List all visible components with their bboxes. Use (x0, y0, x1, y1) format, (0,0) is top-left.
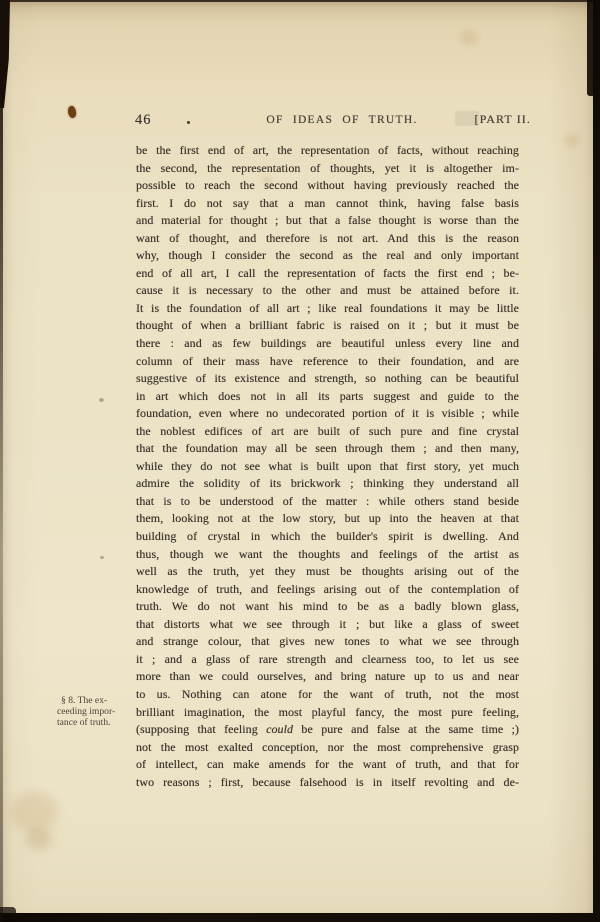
text-line: while they do not see what is built upon that first story, yet much (136, 458, 519, 473)
text-line: of intellect, can make amends for the want of truth, and that for (136, 757, 519, 772)
text-line: and material for thought ; but that a false thought is worse than the (136, 213, 519, 228)
text-line: end of all art, I call the representation of facts the first end ; be- (136, 265, 519, 280)
text-line: to us. Nothing can atone for the want of truth, not the most (136, 686, 519, 701)
show-through-speck (99, 398, 104, 402)
scan-edge-right (593, 0, 600, 922)
foxing-stain-right (564, 134, 579, 147)
scan-edge-bottom (0, 913, 600, 922)
text-line: thought of when a brilliant fabric is raised on it ; but it must be (136, 318, 519, 333)
running-head-title: OF IDEAS OF TRUTH. (266, 114, 418, 126)
text-line: it ; and a glass of rare strength and clearness too, to let us see (136, 651, 519, 666)
text-segment: (supposing that feeling (136, 722, 267, 737)
text-line: two reasons ; first, because falsehood is in itself revolting and de- (136, 774, 519, 789)
text-line: well as the truth, yet they must be thoughts arising out of the (136, 564, 519, 579)
foxing-stain-bottom-left-small (26, 828, 52, 850)
text-line: be the first end of art, the representation of facts, without reaching (136, 143, 519, 157)
text-line: more than we could ourselves, and bring nature up to us and near (136, 669, 519, 684)
text-line: that the foundation may all be seen through them ; and then many, (136, 441, 519, 456)
text-line: and strange colour, that gives new tones to what we see through (136, 634, 519, 649)
italic-word: could (266, 722, 294, 737)
part-label: [PART II. (474, 112, 531, 126)
scan-corner-top-right (587, 0, 595, 96)
foxing-stain-bottom-left (10, 792, 58, 832)
scan-edge-left-top (0, 0, 10, 108)
text-line: thus, though we want the thoughts and feelings of the artist as (136, 546, 519, 561)
text-line: cause it is necessary to the other and must be attained before it. (136, 283, 519, 298)
text-line: knowledge of truth, and feelings arising out of the contemplation of (136, 581, 519, 596)
text-segment: be pure and false at the same time ;) (293, 722, 519, 737)
text-line: foundation, even where no undecorated portion of it is visible ; while (136, 406, 519, 421)
scan-edge-left-thin (0, 104, 3, 922)
margin-note-line: tance of truth. (57, 716, 111, 728)
text-line: why, though I consider the second as the real and only important (136, 248, 519, 263)
text-line: not the most exalted conception, nor the most comprehensive grasp (136, 739, 519, 754)
margin-note (57, 696, 135, 729)
text-line: possible to reach the second without having previously reached the (136, 178, 519, 193)
foxing-stain-top-right (460, 30, 478, 45)
text-line: the noblest edifices of art are built of such pure and fine crystal (136, 423, 519, 438)
scan-edge-top (0, 0, 600, 2)
body-text-block (136, 142, 519, 791)
text-line: want of thought, and therefore is not art. And this is the reason (136, 230, 519, 245)
text-line: brilliant imagination, the most playful fancy, the most pure feeling, (136, 704, 519, 719)
stray-printed-dot (187, 121, 190, 124)
page-number: 46 (135, 112, 152, 128)
text-line: in art which does not in all its parts suggest and guide to the (136, 388, 519, 403)
text-line: that distorts what we see through it ; but like a glass of sweet (136, 616, 519, 631)
scan-corner-bottom-left (0, 907, 16, 914)
text-line-with-italic (136, 721, 519, 739)
text-line: suggestive of its existence and strength, so nothing can be beautiful (136, 371, 519, 386)
text-line: them, looking not at the low story, but up into the heaven at that (136, 511, 519, 526)
show-through-speck (100, 556, 104, 559)
text-line: truth. We do not want his mind to be as a badly blown glass, (136, 599, 519, 614)
text-line: the second, the representation of thoughts, yet it is altogether im- (136, 160, 519, 175)
text-line: admire the solidity of its brickwork ; thinking they understand all (136, 476, 519, 491)
ink-fleck-stain (66, 105, 77, 119)
margin-note-line: ceeding impor- (57, 705, 116, 717)
text-line: there : and as few buildings are beautiful unless every line and (136, 336, 519, 351)
text-line: It is the foundation of all art ; like real foundations it may be little (136, 300, 519, 315)
text-line: first. I do not say that a man cannot think, having false basis (136, 195, 519, 210)
text-line: building of crystal in which the builder's spirit is dwelling. And (136, 529, 519, 544)
margin-note-line: § 8. The ex- (61, 695, 108, 706)
text-line: column of their mass have reference to their foundation, and are (136, 353, 519, 368)
text-line: that is to be understood of the matter : while others stand beside (136, 493, 519, 508)
